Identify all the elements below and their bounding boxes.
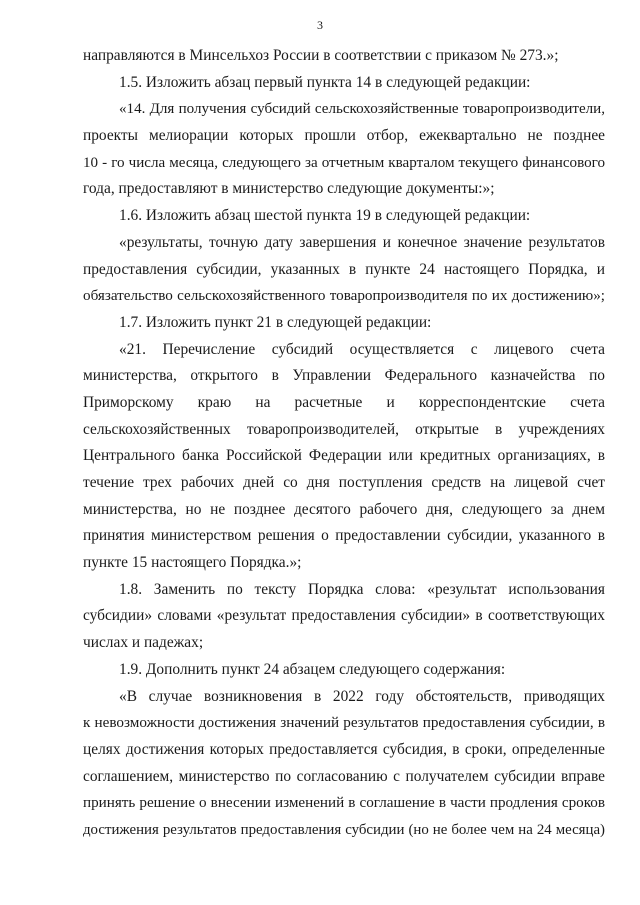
text-line: «21. Перечисление субсидий осуществляется с лицевого счета [119,340,605,358]
text-line: проекты мелиорации которых прошли отбор, ежеквартально не позднее [83,127,605,145]
text-line: министерства, открытого в Управлении Федерального казначейства по [83,367,605,385]
text-line: «результаты, точную дату завершения и конечное значение результатов [119,233,605,251]
text-line: целях достижения которых предоставляется субсидия, в сроки, определенные [83,740,605,758]
text-line: 10 - го числа месяца, следующего за отчетным кварталом текущего финансового [83,154,605,171]
text-line: направляются в Минсельхоз России в соответствии с приказом № 273.»; [83,47,559,64]
document-body [83,43,605,844]
page-number: 3 [317,18,323,32]
text-line: субсидии» словами «результат предоставления субсидии» в соответствующих [83,607,605,625]
text-line: «14. Для получения субсидий сельскохозяйственные товаропроизводители, [119,101,605,118]
text-line: принять решение о внесении изменений в соглашение в части продления сроков [83,795,605,812]
text-line: 1.9. Дополнить пункт 24 абзацем следующего содержания: [119,660,506,678]
text-line: принятия министерством решения о предоставлении субсидии, указанного в [83,527,605,545]
text-line: предоставления субсидии, указанных в пункте 24 настоящего Порядка, и [83,260,605,278]
text-line: 1.8. Заменить по тексту Порядка слова: «результат использования [119,580,605,598]
text-line: Центрального банка Российской Федерации или кредитных организациях, в [83,447,605,465]
text-line: 1.5. Изложить абзац первый пункта 14 в следующей редакции: [119,73,531,91]
text-line: Приморскому краю на расчетные и корреспондентские счета [83,393,605,411]
text-line: года, предоставляют в министерство следующие документы:»; [83,180,495,198]
text-line: обязательство сельскохозяйственного товаропроизводителя по их достижению»; [83,288,605,305]
text-line: 1.6. Изложить абзац шестой пункта 19 в следующей редакции: [119,207,531,225]
text-line: числах и падежах; [83,634,204,652]
text-line: пункте 15 настоящего Порядка.»; [83,554,302,572]
text-line: министерства, но не позднее десятого рабочего дня, следующего за днем [83,500,605,518]
text-line: течение трех рабочих дней со дня поступления средств на лицевой счет [83,474,605,491]
text-line: сельскохозяйственных товаропроизводителей, открытые в учреждениях [83,420,605,438]
text-line: соглашением, министерство по согласованию с получателем субсидии вправе [83,767,605,785]
text-line: к невозможности достижения значений результатов предоставления субсидии, в [83,714,605,732]
text-line: 1.7. Изложить пункт 21 в следующей редакции: [119,313,432,331]
text-line: достижения результатов предоставления субсидии (но не более чем на 24 месяца) [83,821,605,838]
text-line: «В случае возникновения в 2022 году обстоятельств, приводящих [119,687,605,705]
